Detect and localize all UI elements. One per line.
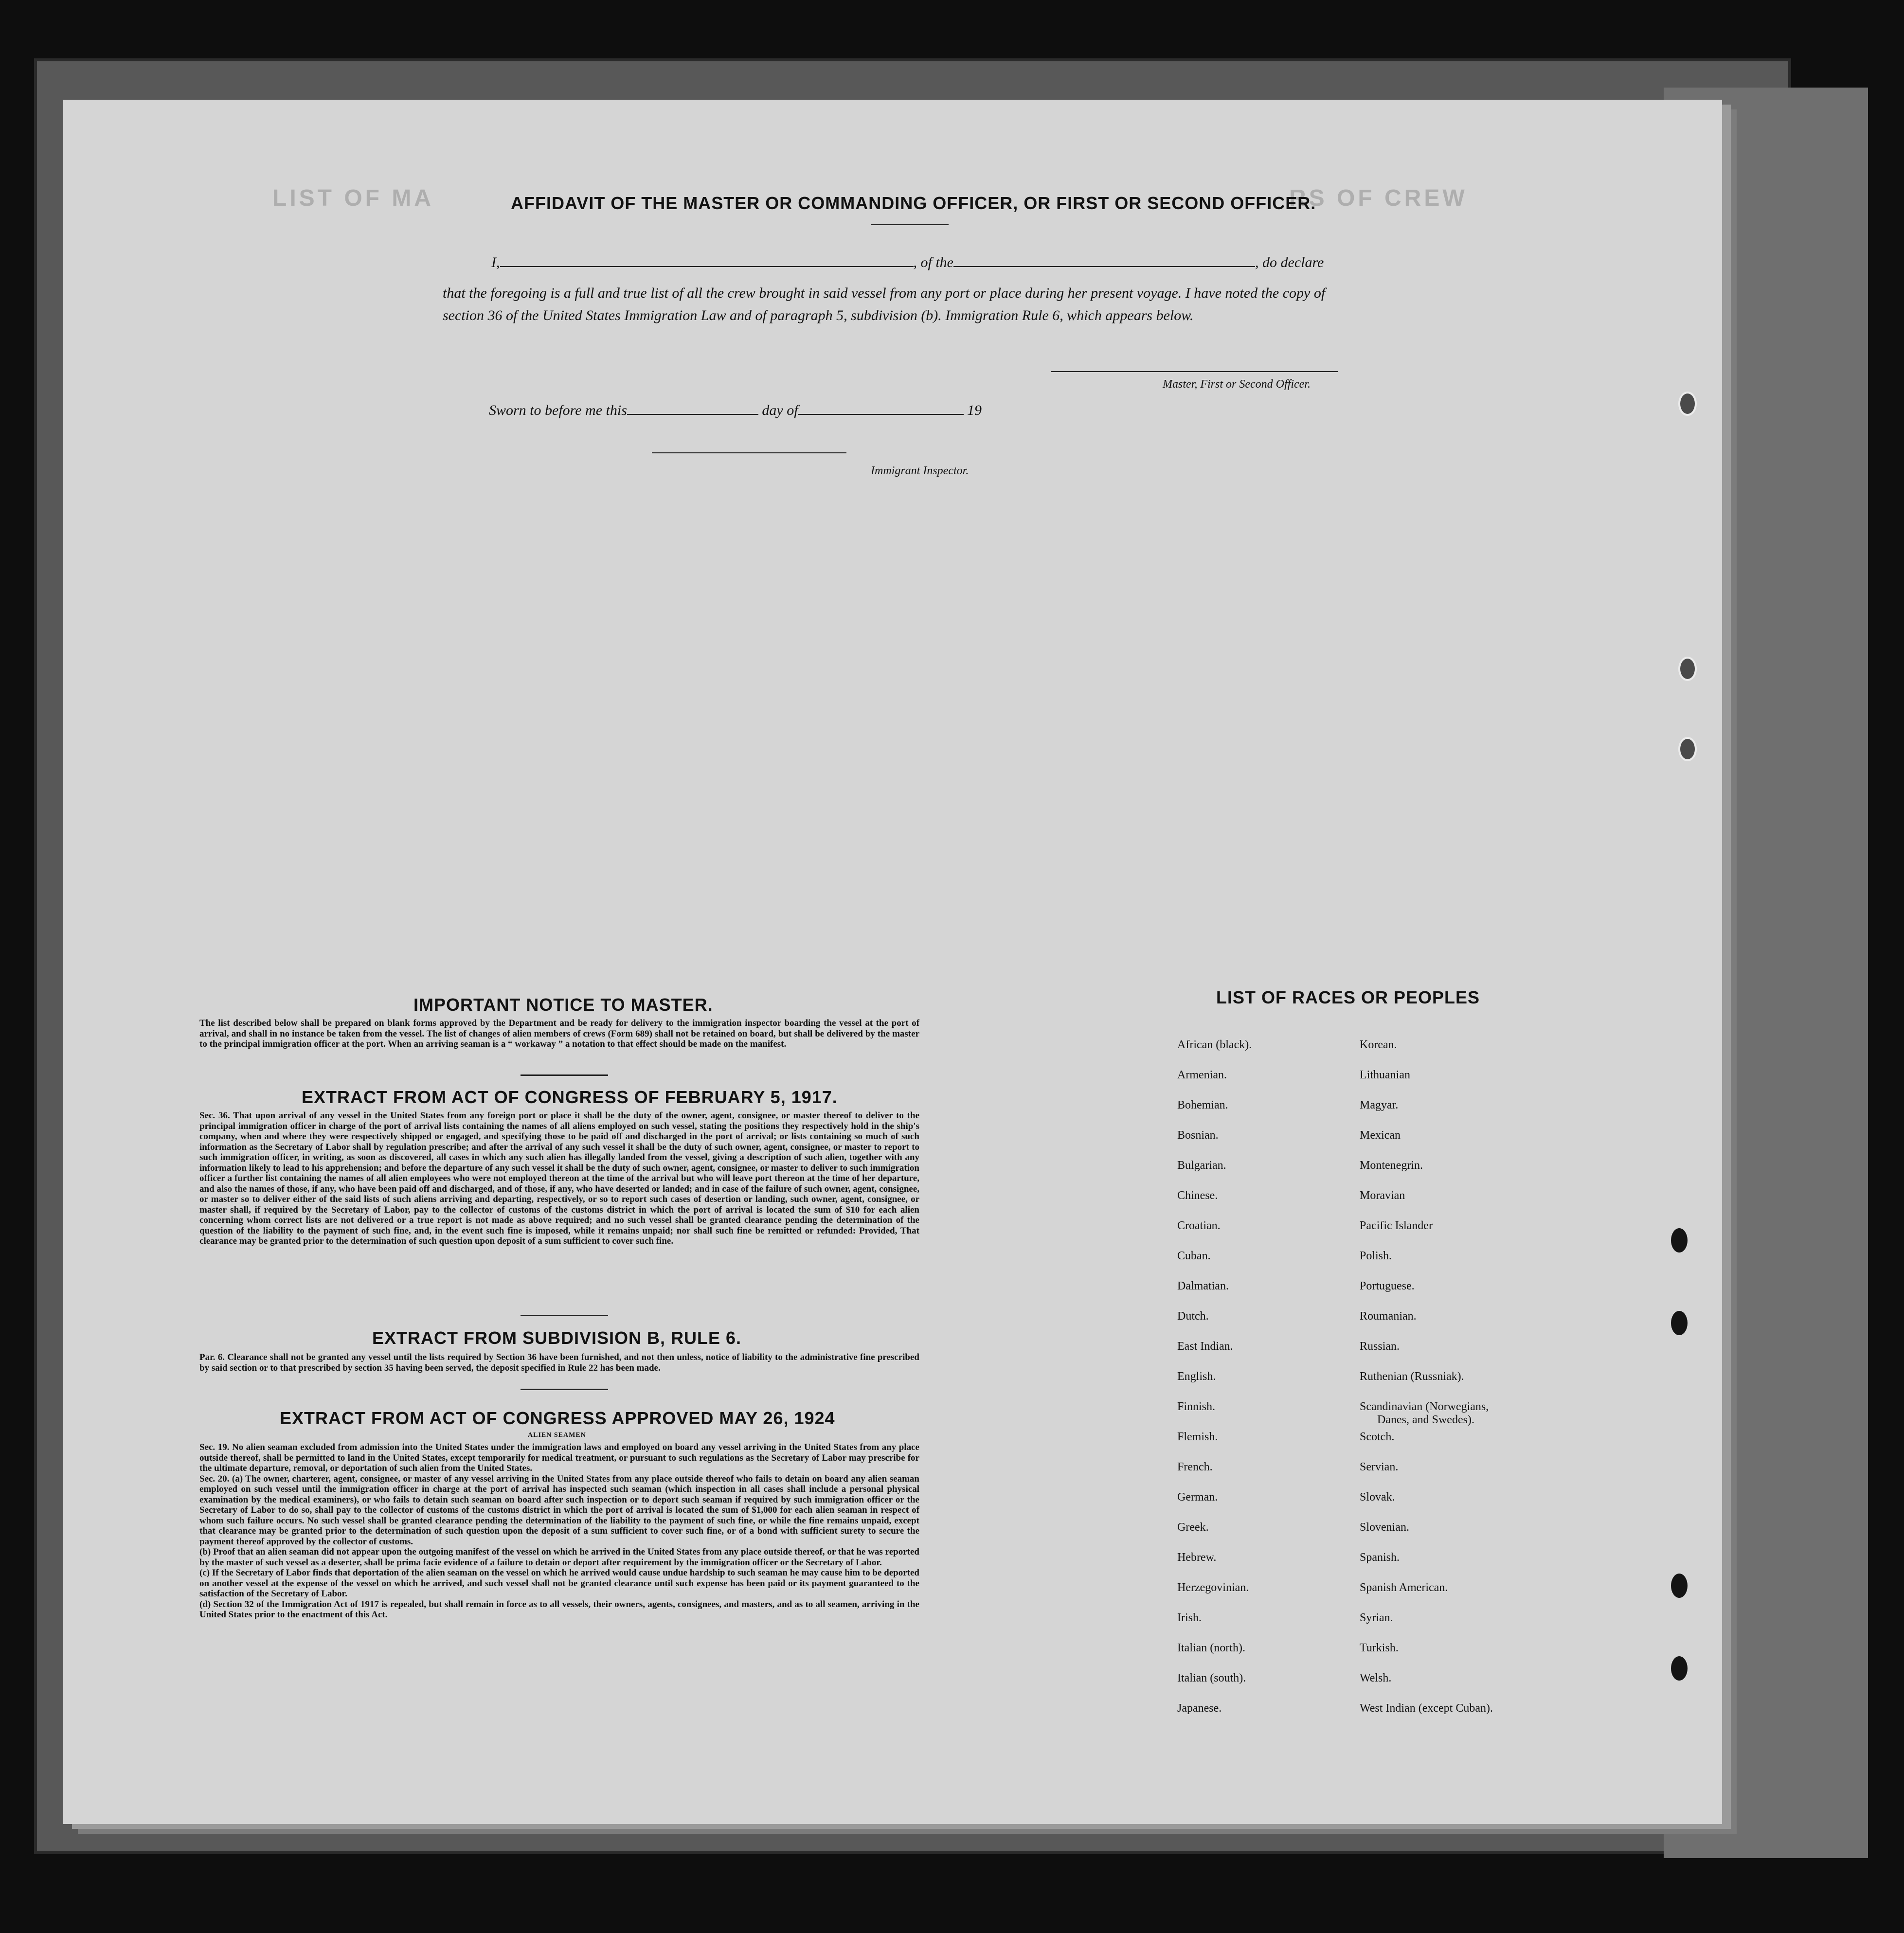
inspector-caption: Immigrant Inspector. — [871, 465, 969, 477]
race-item: Portuguese. — [1360, 1280, 1415, 1292]
sec-20d-text: (d) Section 32 of the Immigration Act of 1917 is repealed, but shall remain in force as to all vessels, their owners, agents, consignees, and masters, and as to all seamen, arriving in the United States prior to the enactment of this Act. — [199, 1599, 919, 1620]
races-title: LIST OF RACES OR PEOPLES — [1216, 987, 1480, 1007]
race-item: Servian. — [1360, 1461, 1399, 1473]
race-item: German. — [1177, 1491, 1218, 1503]
master-signature-line — [1051, 371, 1338, 372]
race-item: Scandinavian (Norwegians, Danes, and Swedes). — [1360, 1400, 1489, 1426]
race-item: Finnish. — [1177, 1400, 1216, 1413]
vessel-name-blank — [953, 266, 1255, 267]
notice-title: IMPORTANT NOTICE TO MASTER. — [413, 995, 713, 1015]
day-of-label: day of — [762, 402, 798, 418]
section-rule — [521, 1389, 608, 1390]
race-item: Russian. — [1360, 1340, 1400, 1353]
sworn-line — [489, 402, 982, 419]
extract-rule6-title: EXTRACT FROM SUBDIVISION B, RULE 6. — [372, 1328, 742, 1348]
race-item: Korean. — [1360, 1038, 1397, 1051]
race-item: African (black). — [1177, 1038, 1252, 1051]
race-item: Bosnian. — [1177, 1129, 1219, 1142]
race-item: Montenegrin. — [1360, 1159, 1423, 1172]
race-item: Japanese. — [1177, 1702, 1222, 1715]
race-item: Flemish. — [1177, 1431, 1218, 1443]
race-item: Slovenian. — [1360, 1521, 1409, 1534]
notice-text: The list described below shall be prepared on blank forms approved by the Department and be ready for delivery to the immigration inspector boarding the vessel at the port of arrival, and shall in no instance be taken from the vessel. The list of changes of alien members of crews (Form 689) shall not be retained on board, but shall be delivered by the master to the principal immigration officer at the port. When an arriving seaman is a “ workaway ” a notation to that effect should be made on the manifest. — [199, 1018, 919, 1049]
race-item: Bohemian. — [1177, 1099, 1228, 1111]
affidavit-declaration-line — [491, 254, 1324, 271]
race-item: Spanish American. — [1360, 1581, 1448, 1594]
race-item: Herzegovinian. — [1177, 1581, 1249, 1594]
sec-20b-text: (b) Proof that an alien seaman did not appear upon the outgoing manifest of the vessel on which he arrived in the United States from any place outside thereof, or that he was reported by the master of such vessel as a deserter, shall be prima facie evidence of a failure to detain or deport after requirement by the immigration officer or the Secretary of Labor. — [199, 1547, 919, 1568]
master-signature-caption: Master, First or Second Officer. — [1163, 378, 1311, 391]
races-right-column — [1360, 1038, 1493, 1732]
do-declare-label: , do declare — [1255, 254, 1324, 270]
extract-1924-body — [199, 1442, 919, 1620]
sworn-day-blank — [627, 414, 758, 415]
document-page — [63, 100, 1722, 1824]
race-item: Croatian. — [1177, 1219, 1221, 1232]
race-item: East Indian. — [1177, 1340, 1233, 1353]
race-item: Dalmatian. — [1177, 1280, 1229, 1292]
affidavit-title: AFFIDAVIT OF THE MASTER OR COMMANDING OFFICER, OR FIRST OR SECOND OFFICER. — [511, 193, 1316, 213]
binder-hole — [1671, 1656, 1688, 1681]
section-rule — [521, 1315, 608, 1316]
race-item: Irish. — [1177, 1611, 1202, 1624]
race-item: English. — [1177, 1370, 1216, 1383]
inspector-signature-line — [652, 452, 846, 453]
binder-hole — [1671, 1574, 1688, 1598]
declarant-name-blank — [500, 266, 914, 267]
race-item: Greek. — [1177, 1521, 1209, 1534]
race-item: Italian (north). — [1177, 1642, 1245, 1654]
race-item: Moravian — [1360, 1189, 1405, 1202]
binder-hole — [1671, 1311, 1688, 1335]
of-the-label: , of the — [913, 254, 953, 270]
sec-20a-text: Sec. 20. (a) The owner, charterer, agent, consignee, or master of any vessel arriving in the United States from any place outside thereof who fails to detain on board any alien seaman employed on such vessel until the immigration officer in charge at the port of arrival has inspected such seaman (which inspection in all cases shall include a personal physical examination by the medical examiners), or who fails to detain such seaman on board after such inspection or to deport such seaman if required by such immigration officer or the Secretary of Labor to do so, shall pay to the collector of customs of the customs district in which the port of arrival is located the sum of $1,000 for each alien seaman in respect of whom such failure occurs. No such vessel shall be granted clearance pending the determination of the liability to the payment of such fine, or while the fine remains unpaid, except that clearance may be granted prior to the determination of such question upon the deposit of a sum sufficient to cover such fine, or of a bond with sufficient surety to secure the payment thereof approved by the collector of customs. — [199, 1473, 919, 1547]
race-item: Turkish. — [1360, 1642, 1399, 1654]
sworn-label: Sworn to before me this — [489, 402, 627, 418]
race-item: Magyar. — [1360, 1099, 1399, 1111]
race-item: Dutch. — [1177, 1310, 1209, 1323]
race-item: French. — [1177, 1461, 1213, 1473]
sworn-month-blank — [798, 414, 964, 415]
race-item: Lithuanian — [1360, 1069, 1410, 1081]
race-item: Mexican — [1360, 1129, 1401, 1142]
race-item: Pacific Islander — [1360, 1219, 1433, 1232]
race-item: Scotch. — [1360, 1431, 1395, 1443]
year-label: 19 — [967, 402, 982, 418]
sec-20c-text: (c) If the Secretary of Labor finds that deportation of the alien seaman on the vessel on which he arrived would cause undue hardship to such seaman he may cause him to be deported on another vessel at the expense of the vessel on which he arrived, and such vessel shall not be granted clearance until such expense has been paid or its payment guaranteed to the satisfaction of the Secretary of Labor. — [199, 1568, 919, 1599]
race-item: West Indian (except Cuban). — [1360, 1702, 1493, 1715]
binder-hole — [1671, 1228, 1688, 1253]
race-item: Roumanian. — [1360, 1310, 1417, 1323]
binder-hole — [1678, 737, 1697, 761]
section-rule — [521, 1074, 608, 1076]
extract-1917-text: Sec. 36. That upon arrival of any vessel in the United States from any foreign port or place it shall be the duty of the owner, agent, consignee, or master thereof to deliver to the principal immigration officer in charge of the port of arrival lists containing the names of all aliens employed on such vessel, stating the positions they respectively hold in the ship's company, when and where they were respectively shipped or engaged, and specifying those to be paid off and discharged in the port of arrival; or lists containing so much of such information as the Secretary of Labor shall by regulation prescribe; and after the arrival of any such vessel it shall be the duty of such owner, agent, consignee, or master to report to such immigration officer, in writing, as soon as discovered, all cases in which any such alien has illegally landed from the vessel, giving a description of such alien, together with any information likely to lead to his apprehension; and before the departure of any such vessel it shall be the duty of such owner, agent, consignee, or master to deliver to such immigration officer a further list containing the names of all alien employees who were not employed thereon at the time of the arrival but who will leave port thereon at the time of her departure, and also the names of those, if any, who have been paid off and discharged, and of those, if any, who have deserted or landed; and in case of the failure of such owner, agent, consignee, or master so to deliver either of the said lists of such aliens arriving and departing, respectively, or so to report such cases of desertion or landing, such owner, agent, consignee, or master shall, if required by the Secretary of Labor, pay to the collector of customs of the customs district in which the port of arrival is located the sum of $10 for each alien concerning whom correct lists are not delivered or a true report is not made as above required; and no such vessel shall be granted clearance pending the determination of the question of the liability to the payment of such fine, and, in the event such fine is imposed, while it remains unpaid; nor shall such fine be remitted or refunded: Provided, That clearance may be granted prior to the determination of such question upon deposit of a sum sufficient to cover such fine. — [199, 1110, 919, 1246]
race-item: Slovak. — [1360, 1491, 1395, 1503]
extract-1924-title: EXTRACT FROM ACT OF CONGRESS APPROVED MAY 26, 1924 — [280, 1408, 835, 1428]
race-item: Polish. — [1360, 1250, 1392, 1262]
race-item: Bulgarian. — [1177, 1159, 1226, 1172]
race-item: Spanish. — [1360, 1551, 1400, 1564]
affidavit-body: that the foregoing is a full and true list of all the crew brought in said vessel from any port or place during her present voyage. I have noted the copy of section 36 of the United States Immigration Law and of paragraph 5, subdivision (b). Immigration Rule 6, which appears below. — [443, 285, 1326, 323]
race-item: Cuban. — [1177, 1250, 1211, 1262]
title-rule — [871, 224, 949, 225]
race-item: Hebrew. — [1177, 1551, 1217, 1564]
declarant-i-label: I, — [491, 254, 500, 270]
extract-1924-subtitle: ALIEN SEAMEN — [528, 1432, 586, 1439]
race-item: Ruthenian (Russniak). — [1360, 1370, 1464, 1383]
extract-rule6-text: Par. 6. Clearance shall not be granted any vessel until the lists required by Section 36 have been furnished, and not then unless, notice of liability to the administrative fine prescribed by said section or to that prescribed by section 35 having been served, the deposit specified in Rule 22 has been made. — [199, 1352, 919, 1373]
bleed-through-title-right: RS OF CREW — [1289, 185, 1468, 211]
extract-1917-title: EXTRACT FROM ACT OF CONGRESS OF FEBRUARY 5, 1917. — [302, 1087, 838, 1107]
races-left-column — [1177, 1038, 1252, 1732]
bleed-through-title-left: LIST OF MA — [272, 185, 434, 211]
race-item: Chinese. — [1177, 1189, 1218, 1202]
race-item: Welsh. — [1360, 1672, 1392, 1684]
race-item: Syrian. — [1360, 1611, 1393, 1624]
binder-hole — [1678, 657, 1697, 681]
race-item: Italian (south). — [1177, 1672, 1246, 1684]
race-item: Armenian. — [1177, 1069, 1227, 1081]
binder-hole — [1678, 392, 1697, 416]
sec-19-text: Sec. 19. No alien seaman excluded from admission into the United States under the immigration laws and employed on board any vessel arriving in the United States from any place outside thereof, shall be permitted to land in the United States, except temporarily for medical treatment, or pursuant to such regulations as the Secretary of Labor may prescribe for the ultimate departure, removal, or deportation of such alien from the United States. — [199, 1442, 919, 1473]
